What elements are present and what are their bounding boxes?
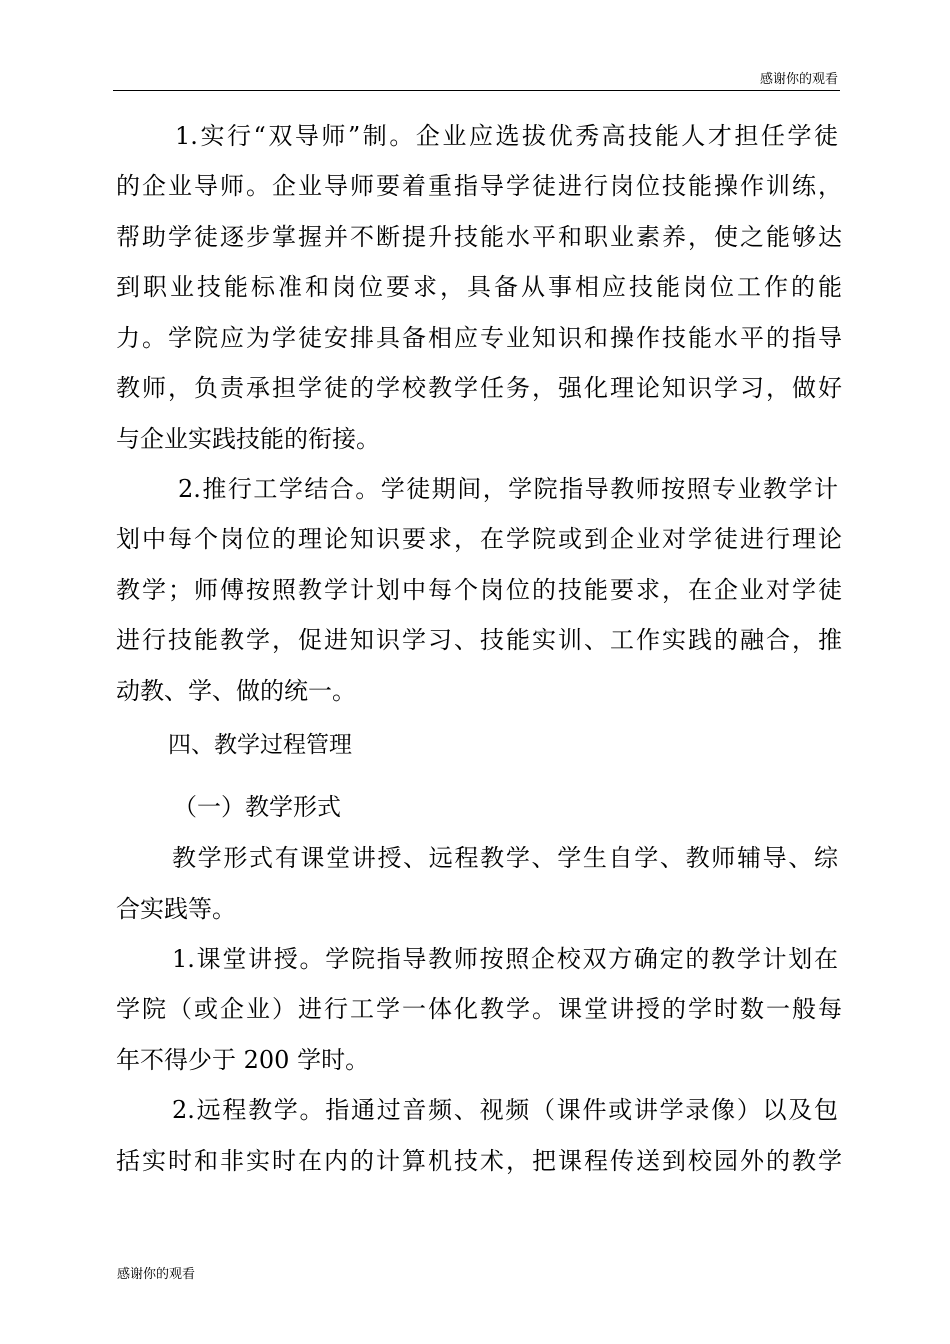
paragraph-line: 力。学院应为学徒安排具备相应专业知识和操作技能水平的指导 [116, 324, 842, 352]
paragraph-line: 帮助学徒逐步掌握并不断提升技能水平和职业素养，使之能够达 [116, 223, 842, 251]
paragraph-line: 1.实行“双导师”制。企业应选拔优秀高技能人才担任学徒 [175, 122, 838, 150]
paragraph-line: 划中每个岗位的理论知识要求，在学院或到企业对学徒进行理论 [116, 525, 842, 553]
paragraph-line: 教师，负责承担学徒的学校教学任务，强化理论知识学习，做好 [116, 374, 842, 402]
paragraph-line: 年不得少于 200 学时。 [116, 1046, 370, 1074]
subsection-heading: （一）教学形式 [173, 793, 341, 821]
paragraph-line: 合实践等。 [116, 895, 236, 923]
paragraph-line: 学院（或企业）进行工学一体化教学。课堂讲授的学时数一般每 [116, 995, 842, 1023]
paragraph-line: 括实时和非实时在内的计算机技术，把课程传送到校园外的教学 [116, 1147, 842, 1175]
paragraph-line: 与企业实践技能的衔接。 [116, 425, 380, 453]
paragraph-line: 到职业技能标准和岗位要求，具备从事相应技能岗位工作的能 [116, 273, 842, 301]
paragraph-line: 的企业导师。企业导师要着重指导学徒进行岗位技能操作训练， [116, 172, 842, 200]
paragraph-line: 2.远程教学。指通过音频、视频（课件或讲学录像）以及包 [172, 1096, 838, 1124]
section-heading: 四、教学过程管理 [168, 732, 352, 758]
paragraph-line: 2.推行工学结合。学徒期间，学院指导教师按照专业教学计 [178, 475, 838, 503]
paragraph-line: 动教、学、做的统一。 [116, 677, 356, 705]
paragraph-line: 进行技能教学，促进知识学习、技能实训、工作实践的融合，推 [116, 626, 842, 654]
paragraph-line: 教学形式有课堂讲授、远程教学、学生自学、教师辅导、综 [172, 844, 838, 872]
header-divider [113, 90, 840, 91]
paragraph-line: 教学；师傅按照教学计划中每个岗位的技能要求，在企业对学徒 [116, 576, 842, 604]
paragraph-line: 1.课堂讲授。学院指导教师按照企校双方确定的教学计划在 [172, 945, 838, 973]
page-footer: 感谢你的观看 [117, 1267, 196, 1282]
page-header: 感谢你的观看 [759, 72, 838, 87]
